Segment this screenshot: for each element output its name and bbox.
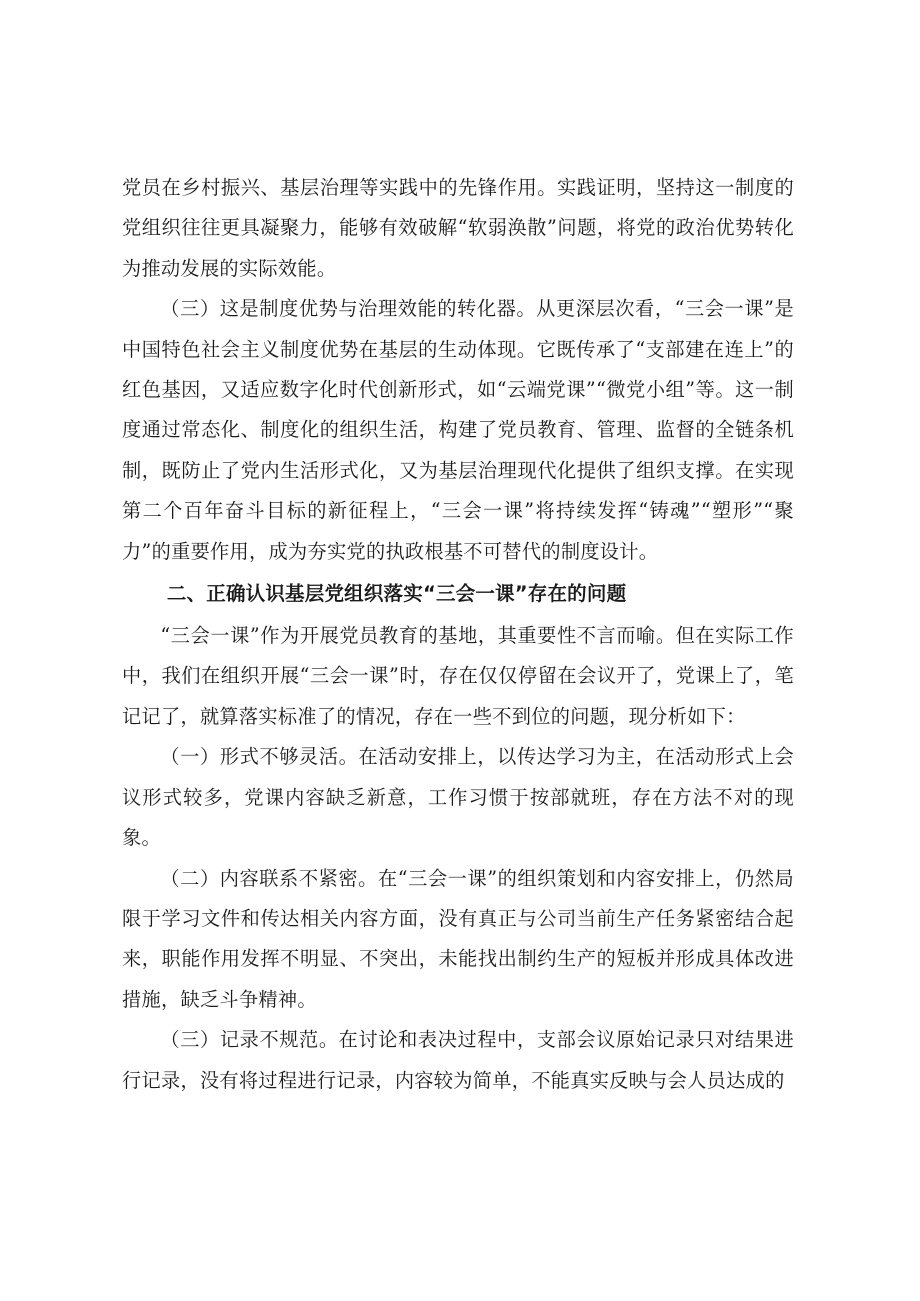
paragraph-section-three-transformer: （三）这是制度优势与治理效能的转化器。从更深层次看，“三会一课”是中国特色社会主义制度优势在基层的生动体现。它既传承了“支部建在连上”的红色基因，又适应数字化时代创新形式，如“云端党课”“微党小组”等。这一制度通过常态化、制度化的组织生活，构建了党员教育、管理、监督的全链条机制，既防止了党内生活形式化，又为基层治理现代化提供了组织支撑。在实现第二个百年奋斗目标的新征程上，“三会一课”将持续发挥“铸魂”“塑形”“聚力”的重要作用，成为夯实党的执政根基不可替代的制度设计。 (122, 297, 794, 563)
section-heading-two: 二、正确认识基层党组织落实“三会一课”存在的问题 (166, 582, 627, 606)
paragraph-problem-form: （一）形式不够灵活。在活动安排上，以传达学习为主，在活动形式上会议形式较多，党课内容缺乏新意，工作习惯于按部就班，存在方法不对的现象。 (122, 745, 794, 850)
paragraph-problem-content: （二）内容联系不紧密。在“三会一课”的组织策划和内容安排上，仍然局限于学习文件和传达相关内容方面，没有真正与公司当前生产任务紧密结合起来，职能作用发挥不明显、不突出，未能找出制约生产的短板并形成具体改进措施，缺乏斗争精神。 (122, 866, 794, 1011)
paragraph-problem-records: （三）记录不规范。在讨论和表决过程中，支部会议原始记录只对结果进行记录，没有将过程进行记录，内容较为简单，不能真实反映与会人员达成的 (122, 1028, 794, 1092)
paragraph-problems-intro: “三会一课”作为开展党员教育的基地，其重要性不言而喻。但在实际工作中，我们在组织开展“三会一课”时，存在仅仅停留在会议开了，党课上了，笔记记了，就算落实标准了的情况，存在一些不到位的问题，现分析如下： (122, 624, 794, 728)
paragraph-continuation: 党员在乡村振兴、基层治理等实践中的先锋作用。实践证明，坚持这一制度的党组织往往更具凝聚力，能够有效破解“软弱涣散”问题，将党的政治优势转化为推动发展的实际效能。 (122, 176, 794, 280)
document-page (122, 168, 794, 1101)
